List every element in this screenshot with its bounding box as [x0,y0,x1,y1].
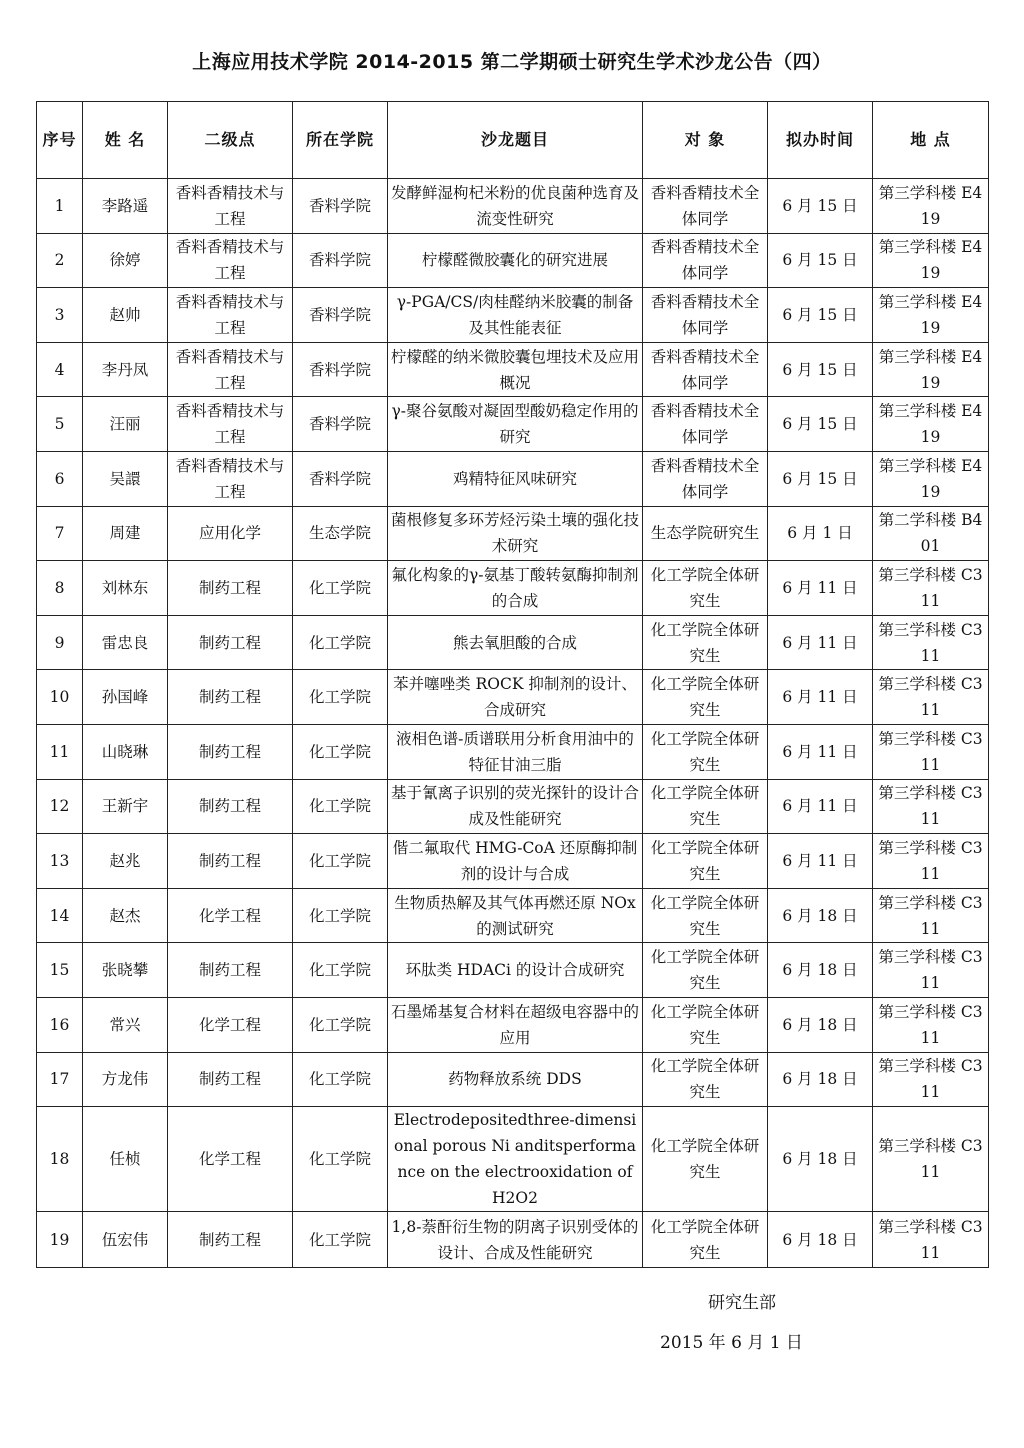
cell-audience: 化工学院全体研究生 [643,834,768,889]
cell-school: 化工学院 [293,561,388,616]
cell-topic: 发酵鲜湿枸杞米粉的优良菌种选育及流变性研究 [388,179,643,234]
cell-place: 第三学科楼 C311 [873,943,989,998]
cell-place: 第三学科楼 C311 [873,724,989,779]
cell-place: 第三学科楼 E419 [873,179,989,234]
cell-name: 吴譞 [83,451,168,506]
cell-school: 化工学院 [293,1052,388,1107]
cell-no: 11 [37,724,83,779]
cell-no: 16 [37,997,83,1052]
cell-discipline: 制药工程 [168,724,293,779]
cell-no: 4 [37,342,83,397]
cell-no: 18 [37,1107,83,1212]
signature-dept: 研究生部 [708,1293,776,1313]
cell-time: 6 月 11 日 [768,724,873,779]
cell-no: 14 [37,888,83,943]
cell-time: 6 月 11 日 [768,615,873,670]
cell-school: 香料学院 [293,451,388,506]
header-school: 所在学院 [293,102,388,179]
table-row [37,779,989,834]
cell-no: 19 [37,1212,83,1268]
cell-time: 6 月 18 日 [768,1107,873,1212]
cell-place: 第三学科楼 E419 [873,288,989,343]
cell-discipline: 制药工程 [168,834,293,889]
cell-audience: 香料香精技术全体同学 [643,179,768,234]
cell-time: 6 月 11 日 [768,670,873,725]
cell-audience: 香料香精技术全体同学 [643,233,768,288]
cell-place: 第三学科楼 C311 [873,779,989,834]
cell-topic: 苯并噻唑类 ROCK 抑制剂的设计、合成研究 [388,670,643,725]
cell-time: 6 月 15 日 [768,288,873,343]
cell-place: 第三学科楼 C311 [873,670,989,725]
table-row [37,1212,989,1268]
cell-discipline: 制药工程 [168,615,293,670]
cell-topic: 柠檬醛微胶囊化的研究进展 [388,233,643,288]
cell-audience: 香料香精技术全体同学 [643,288,768,343]
cell-audience: 化工学院全体研究生 [643,943,768,998]
cell-time: 6 月 15 日 [768,233,873,288]
cell-topic: 生物质热解及其气体再燃还原 NOx 的测试研究 [388,888,643,943]
cell-school: 化工学院 [293,724,388,779]
cell-topic: 环肽类 HDACi 的设计合成研究 [388,943,643,998]
cell-school: 生态学院 [293,506,388,561]
cell-topic: 液相色谱-质谱联用分析食用油中的特征甘油三脂 [388,724,643,779]
cell-school: 化工学院 [293,615,388,670]
cell-discipline: 化学工程 [168,888,293,943]
cell-school: 香料学院 [293,397,388,452]
header-name: 姓 名 [83,102,168,179]
cell-place: 第三学科楼 C311 [873,1212,989,1268]
cell-name: 赵帅 [83,288,168,343]
cell-discipline: 制药工程 [168,670,293,725]
cell-audience: 化工学院全体研究生 [643,997,768,1052]
cell-school: 化工学院 [293,997,388,1052]
cell-audience: 化工学院全体研究生 [643,561,768,616]
table-row [37,888,989,943]
page-title: 上海应用技术学院 2014-2015 第二学期硕士研究生学术沙龙公告（四） [192,51,832,73]
cell-discipline: 香料香精技术与工程 [168,451,293,506]
cell-topic: 鸡精特征风味研究 [388,451,643,506]
cell-topic: 基于氰离子识别的荧光探针的设计合成及性能研究 [388,779,643,834]
cell-place: 第三学科楼 E419 [873,397,989,452]
cell-place: 第三学科楼 C311 [873,561,989,616]
cell-audience: 化工学院全体研究生 [643,724,768,779]
cell-no: 13 [37,834,83,889]
cell-topic: 菌根修复多环芳烃污染土壤的强化技术研究 [388,506,643,561]
cell-name: 伍宏伟 [83,1212,168,1268]
cell-audience: 香料香精技术全体同学 [643,397,768,452]
cell-no: 1 [37,179,83,234]
cell-place: 第三学科楼 C311 [873,888,989,943]
cell-discipline: 应用化学 [168,506,293,561]
table-row [37,670,989,725]
cell-school: 化工学院 [293,1212,388,1268]
header-place: 地 点 [873,102,989,179]
cell-topic: Electrodepositedthree-dimensional porous Ni anditsperformance on the electrooxidation of H2O2 [388,1107,643,1212]
cell-topic: 熊去氧胆酸的合成 [388,615,643,670]
cell-name: 徐婷 [83,233,168,288]
cell-discipline: 制药工程 [168,561,293,616]
cell-time: 6 月 1 日 [768,506,873,561]
table-row [37,834,989,889]
cell-audience: 化工学院全体研究生 [643,1107,768,1212]
header-topic: 沙龙题目 [388,102,643,179]
table-row [37,943,989,998]
cell-name: 雷忠良 [83,615,168,670]
cell-discipline: 化学工程 [168,1107,293,1212]
cell-time: 6 月 18 日 [768,943,873,998]
header-discipline: 二级点 [168,102,293,179]
cell-school: 香料学院 [293,342,388,397]
table-row [37,342,989,397]
cell-school: 化工学院 [293,888,388,943]
cell-name: 周建 [83,506,168,561]
cell-no: 5 [37,397,83,452]
cell-name: 任桢 [83,1107,168,1212]
cell-audience: 化工学院全体研究生 [643,615,768,670]
cell-discipline: 制药工程 [168,779,293,834]
cell-school: 香料学院 [293,179,388,234]
salon-table [36,101,989,1268]
table-row [37,561,989,616]
cell-no: 12 [37,779,83,834]
table-row [37,1052,989,1107]
signature-date: 2015 年 6 月 1 日 [660,1333,803,1353]
cell-discipline: 香料香精技术与工程 [168,397,293,452]
cell-school: 化工学院 [293,834,388,889]
cell-time: 6 月 18 日 [768,1052,873,1107]
cell-place: 第三学科楼 C311 [873,834,989,889]
table-row [37,397,989,452]
cell-audience: 化工学院全体研究生 [643,670,768,725]
cell-topic: 1,8-萘酐衍生物的阴离子识别受体的设计、合成及性能研究 [388,1212,643,1268]
cell-name: 李丹凤 [83,342,168,397]
cell-audience: 化工学院全体研究生 [643,1212,768,1268]
header-no: 序号 [37,102,83,179]
cell-discipline: 制药工程 [168,1052,293,1107]
cell-place: 第三学科楼 C311 [873,615,989,670]
cell-topic: 氟化构象的γ-氨基丁酸转氨酶抑制剂的合成 [388,561,643,616]
table-row [37,615,989,670]
cell-discipline: 香料香精技术与工程 [168,288,293,343]
table-row [37,997,989,1052]
cell-school: 化工学院 [293,670,388,725]
table-row [37,233,989,288]
cell-topic: 偕二氟取代 HMG-CoA 还原酶抑制剂的设计与合成 [388,834,643,889]
cell-time: 6 月 18 日 [768,997,873,1052]
cell-audience: 香料香精技术全体同学 [643,451,768,506]
cell-school: 香料学院 [293,288,388,343]
cell-time: 6 月 11 日 [768,834,873,889]
cell-name: 方龙伟 [83,1052,168,1107]
cell-discipline: 香料香精技术与工程 [168,179,293,234]
cell-name: 赵杰 [83,888,168,943]
cell-school: 化工学院 [293,943,388,998]
table-header-row [37,102,989,179]
cell-topic: γ-聚谷氨酸对凝固型酸奶稳定作用的研究 [388,397,643,452]
cell-time: 6 月 11 日 [768,779,873,834]
cell-no: 3 [37,288,83,343]
cell-audience: 化工学院全体研究生 [643,888,768,943]
cell-discipline: 香料香精技术与工程 [168,342,293,397]
cell-no: 15 [37,943,83,998]
cell-time: 6 月 15 日 [768,342,873,397]
cell-audience: 香料香精技术全体同学 [643,342,768,397]
table-row [37,506,989,561]
cell-time: 6 月 18 日 [768,888,873,943]
cell-audience: 化工学院全体研究生 [643,1052,768,1107]
cell-discipline: 化学工程 [168,997,293,1052]
cell-name: 王新宇 [83,779,168,834]
cell-topic: 柠檬醛的纳米微胶囊包埋技术及应用概况 [388,342,643,397]
cell-time: 6 月 11 日 [768,561,873,616]
cell-no: 9 [37,615,83,670]
cell-topic: 药物释放系统 DDS [388,1052,643,1107]
cell-time: 6 月 18 日 [768,1212,873,1268]
table-row [37,451,989,506]
cell-time: 6 月 15 日 [768,179,873,234]
table-row [37,724,989,779]
header-time: 拟办时间 [768,102,873,179]
cell-no: 10 [37,670,83,725]
cell-name: 赵兆 [83,834,168,889]
cell-time: 6 月 15 日 [768,451,873,506]
cell-school: 化工学院 [293,779,388,834]
cell-topic: γ-PGA/CS/肉桂醛纳米胶囊的制备及其性能表征 [388,288,643,343]
cell-name: 张晓攀 [83,943,168,998]
cell-name: 汪丽 [83,397,168,452]
cell-name: 刘林东 [83,561,168,616]
cell-no: 6 [37,451,83,506]
cell-name: 孙国峰 [83,670,168,725]
cell-time: 6 月 15 日 [768,397,873,452]
cell-discipline: 香料香精技术与工程 [168,233,293,288]
cell-place: 第三学科楼 E419 [873,451,989,506]
table-row [37,288,989,343]
cell-school: 化工学院 [293,1107,388,1212]
cell-name: 常兴 [83,997,168,1052]
cell-school: 香料学院 [293,233,388,288]
cell-no: 8 [37,561,83,616]
cell-no: 2 [37,233,83,288]
cell-topic: 石墨烯基复合材料在超级电容器中的应用 [388,997,643,1052]
cell-place: 第二学科楼 B401 [873,506,989,561]
table-row [37,179,989,234]
cell-no: 17 [37,1052,83,1107]
cell-place: 第三学科楼 E419 [873,342,989,397]
cell-discipline: 制药工程 [168,1212,293,1268]
cell-no: 7 [37,506,83,561]
cell-place: 第三学科楼 C311 [873,1052,989,1107]
cell-audience: 化工学院全体研究生 [643,779,768,834]
cell-name: 山晓琳 [83,724,168,779]
cell-discipline: 制药工程 [168,943,293,998]
cell-place: 第三学科楼 E419 [873,233,989,288]
cell-place: 第三学科楼 C311 [873,997,989,1052]
cell-place: 第三学科楼 C311 [873,1107,989,1212]
table-row [37,1107,989,1212]
cell-name: 李路遥 [83,179,168,234]
cell-audience: 生态学院研究生 [643,506,768,561]
header-audience: 对 象 [643,102,768,179]
